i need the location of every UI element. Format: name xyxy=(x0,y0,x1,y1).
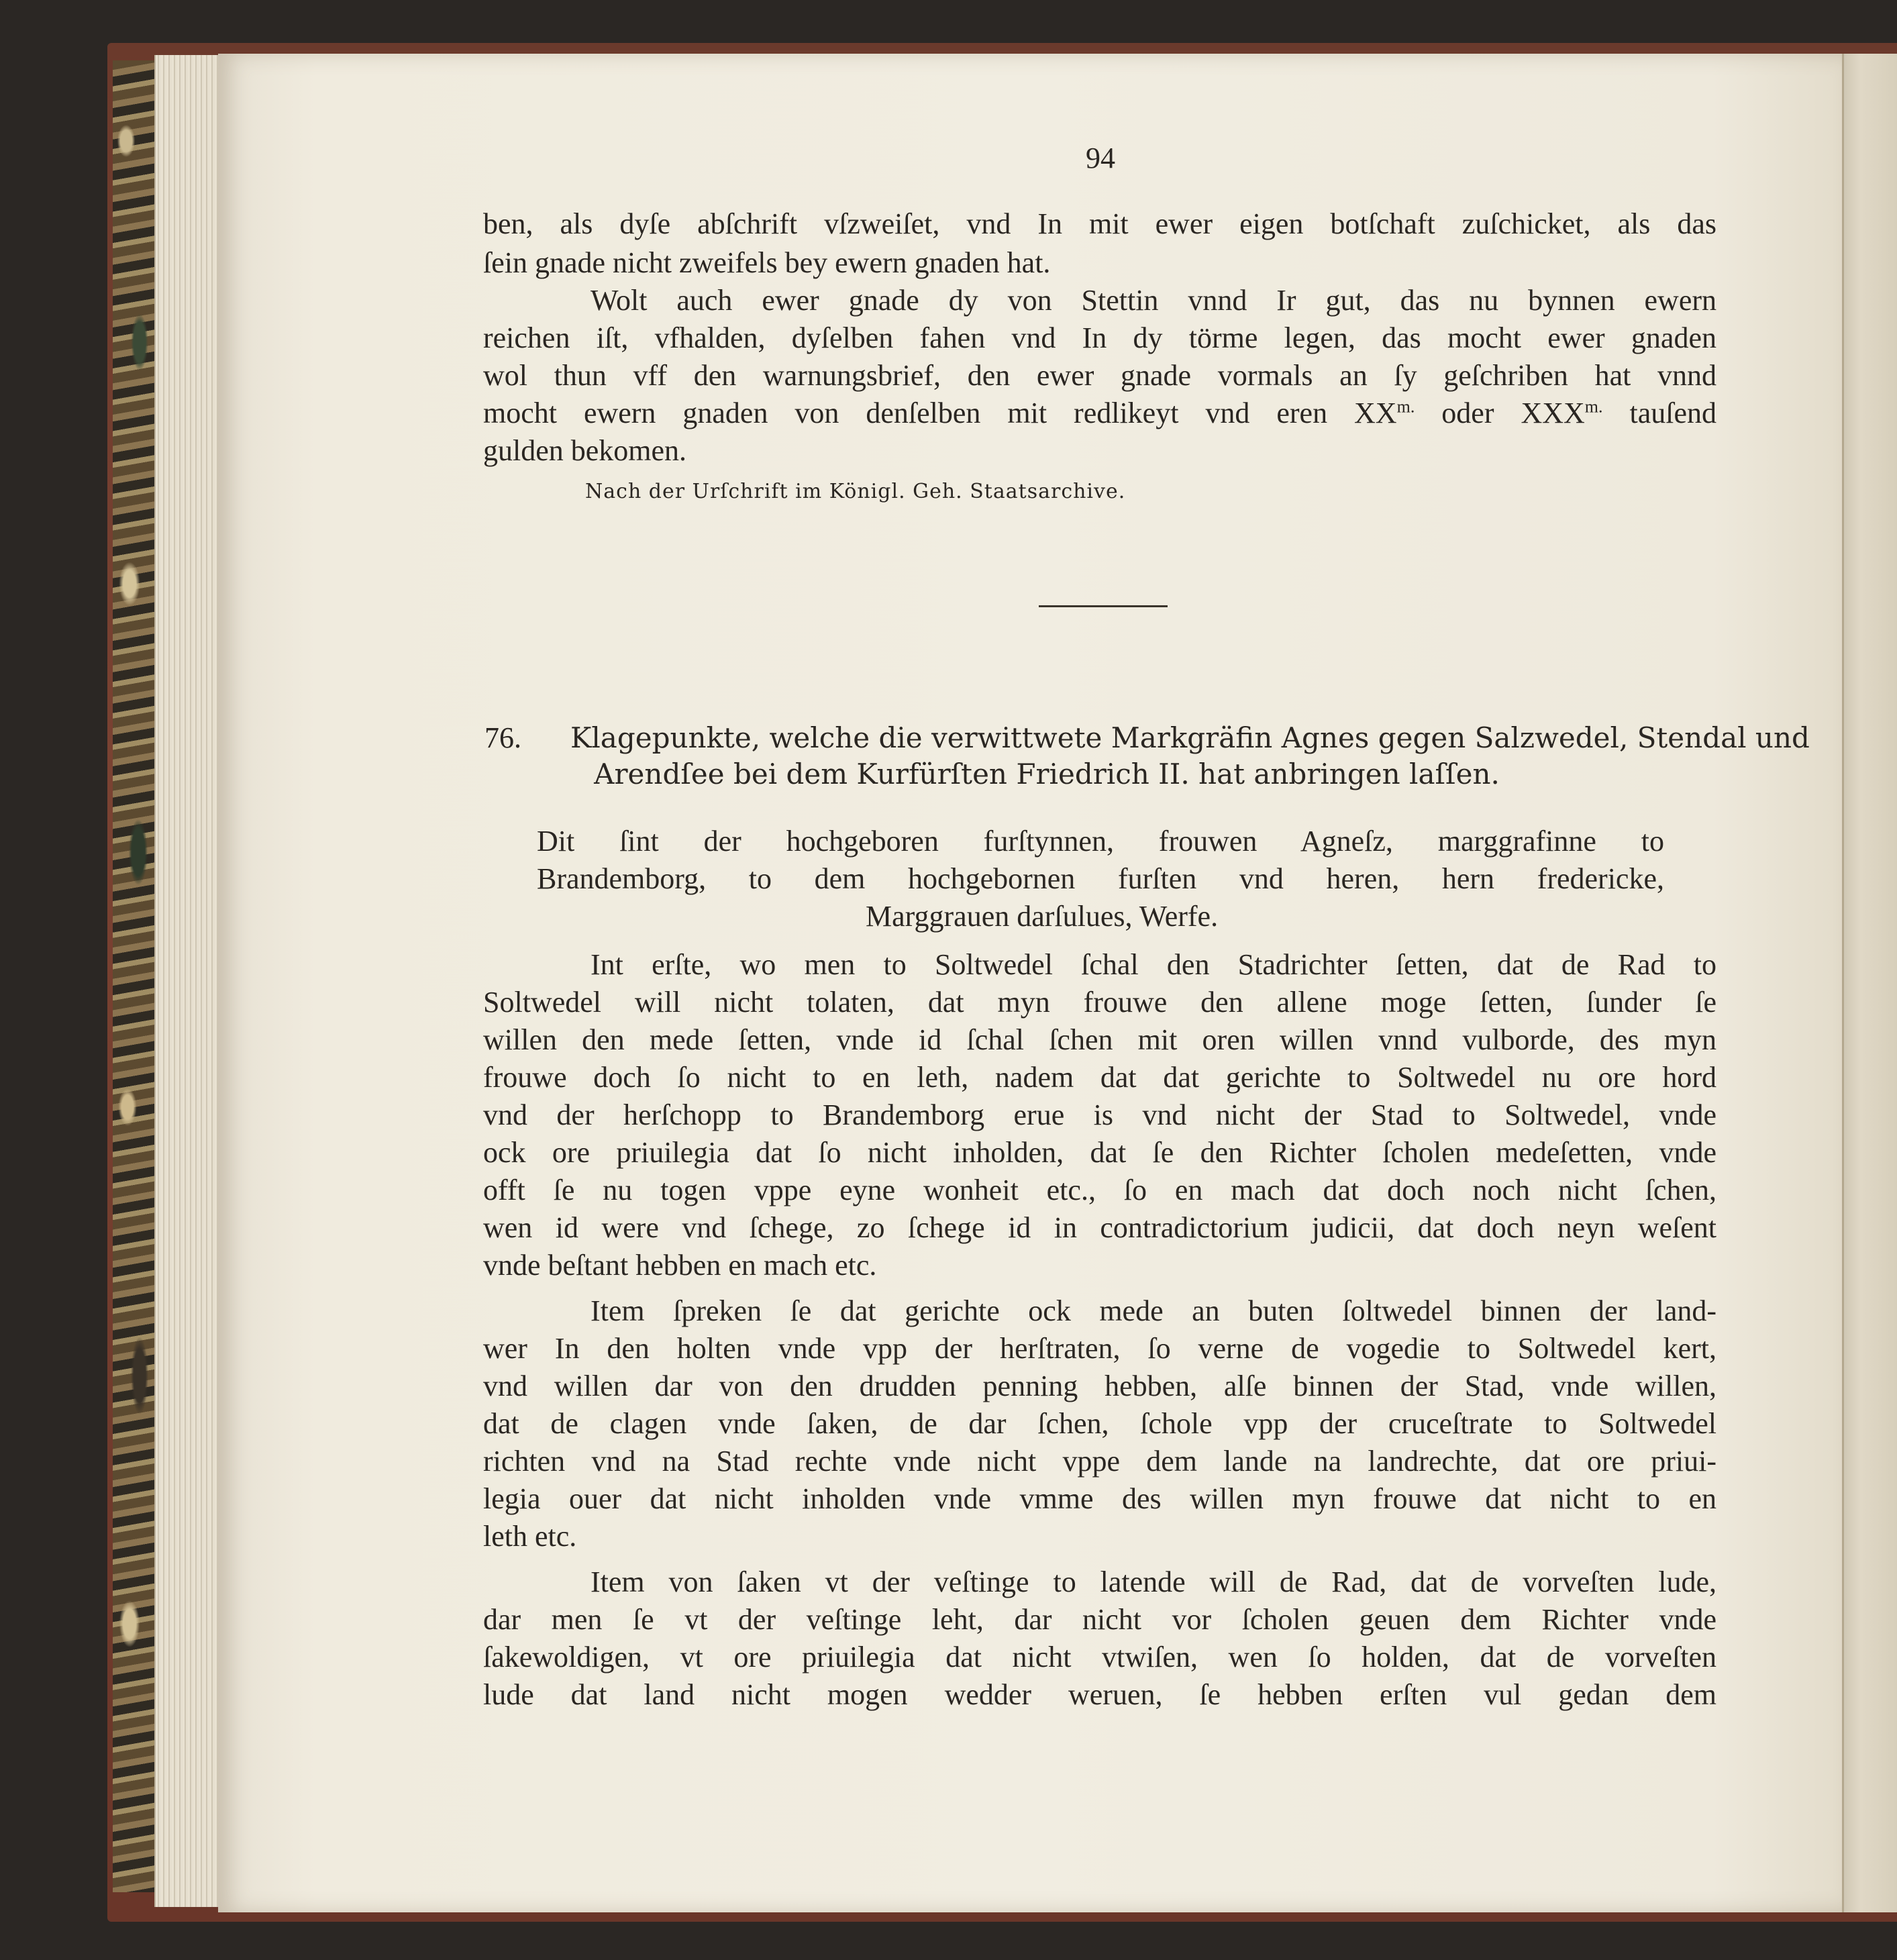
body-line: willen den mede ſetten, vnde id ſchal ſchen mit oren willen vnnd vulborde, des myn xyxy=(483,1023,1716,1056)
body-line: frouwe doch ſo nicht to en leth, nadem dat dat gerichte to Soltwedel nu ore hord xyxy=(483,1061,1716,1094)
intro-line: ſein gnade nicht zweifels bey ewern gnaden hat. xyxy=(483,246,1051,279)
body-line: offt ſe nu togen vppe eyne wonheit etc., ſo en mach dat doch noch nicht ſchen, xyxy=(483,1174,1716,1206)
body-line: dat de clagen vnde ſaken, de dar ſchen, ſchole vpp der cruceſtrate to Soltwedel xyxy=(483,1407,1716,1440)
preamble-line: Brandemborg, to dem hochgebornen furſten vnd heren, hern fredericke, xyxy=(537,862,1664,895)
document-title-line: Arendſee bei dem Kurfürſten Friedrich II. hat anbringen laſſen. xyxy=(594,758,1500,790)
body-line: wer In den holten vnde vpp der herſtraten, ſo verne de vogedie to Soltwedel kert, xyxy=(483,1332,1716,1365)
body-line: wen id were vnd ſchege, zo ſchege id in contradictorium judicii, dat doch neyn weſent xyxy=(483,1211,1716,1244)
body-line: ock ore priuilegia dat ſo nicht inholden, dat ſe den Richter ſcholen medeſetten, vnde xyxy=(483,1136,1716,1169)
intro-line: ben, als dyſe abſchrift vſzweiſet, vnd In mit ewer eigen botſchaft zuſchicket, als das xyxy=(483,207,1716,240)
body-line: dar men ſe vt der veſtinge leht, dar nicht vor ſcholen geuen dem Richter vnde xyxy=(483,1603,1716,1636)
intro-line: reichen iſt, vfhalden, dyſelben fahen vnd In dy törme legen, das mocht ewer gnaden xyxy=(483,321,1716,354)
body-line: legia ouer dat nicht inholden vnde vmme des willen myn frouwe dat nicht to en xyxy=(483,1482,1716,1515)
document-title-line: Klagepunkte, welche die verwittwete Markgräfin Agnes gegen Salzwedel, Stendal und xyxy=(570,721,1810,754)
body-line: Item von ſaken vt der veſtinge to latende will de Rad, dat de vorveſten lude, xyxy=(591,1565,1716,1598)
body-line: ſakewoldigen, vt ore priuilegia dat nicht vtwiſen, wen ſo holden, dat de vorveſten xyxy=(483,1641,1716,1673)
body-line: richten vnd na Stad rechte vnde nicht vppe dem lande na landrechte, dat ore priui- xyxy=(483,1445,1716,1478)
intro-line: wol thun vff den warnungsbrief, den ewer gnade vormals an ſy geſchriben hat vnnd xyxy=(483,359,1716,392)
page-edges xyxy=(154,55,223,1907)
source-note: Nach der Urſchrift im Königl. Geh. Staatsarchive. xyxy=(585,480,1126,503)
body-line: vnde beſtant hebben en mach etc. xyxy=(483,1249,877,1282)
preamble-line: Dit ſint der hochgeboren furſtynnen, frouwen Agneſz, marggrafinne to xyxy=(537,825,1664,858)
intro-line: gulden bekomen. xyxy=(483,434,687,467)
body-line: lude dat land nicht mogen wedder weruen, ſe hebben erſten vul gedan dem xyxy=(483,1678,1716,1711)
preamble-line: Marggrauen darſulues, Werfe. xyxy=(866,900,1219,933)
body-line: Item ſpreken ſe dat gerichte ock mede an buten ſoltwedel binnen der land- xyxy=(591,1294,1716,1327)
body-line: vnd willen dar von den drudden penning hebben, alſe binnen der Stad, vnde willen, xyxy=(483,1370,1716,1402)
intro-line-with-superscripts: mocht ewern gnaden von denſelben mit redlikeyt vnd eren $XX^{m.}$ oder $XXX^{m.}$ tauſend xyxy=(483,397,1716,429)
body-line: Soltwedel will nicht tolaten, dat myn frouwe den allene moge ſetten, ſunder ſe xyxy=(483,986,1716,1019)
intro-line: Wolt auch ewer gnade dy von Stettin vnnd Ir gut, das nu bynnen ewern xyxy=(591,284,1716,317)
section-divider xyxy=(1039,605,1168,607)
document-number: 76. xyxy=(484,721,521,754)
body-line: leth etc. xyxy=(483,1520,577,1553)
page-number: 94 xyxy=(1086,142,1115,174)
body-line: Int erſte, wo men to Soltwedel ſchal den Stadrichter ſetten, dat de Rad to xyxy=(591,948,1716,981)
facing-page-edge xyxy=(1842,54,1897,1912)
body-line: vnd der herſchopp to Brandemborg erue is vnd nicht der Stad to Soltwedel, vnde xyxy=(483,1098,1716,1131)
marbled-endpaper xyxy=(113,60,156,1892)
